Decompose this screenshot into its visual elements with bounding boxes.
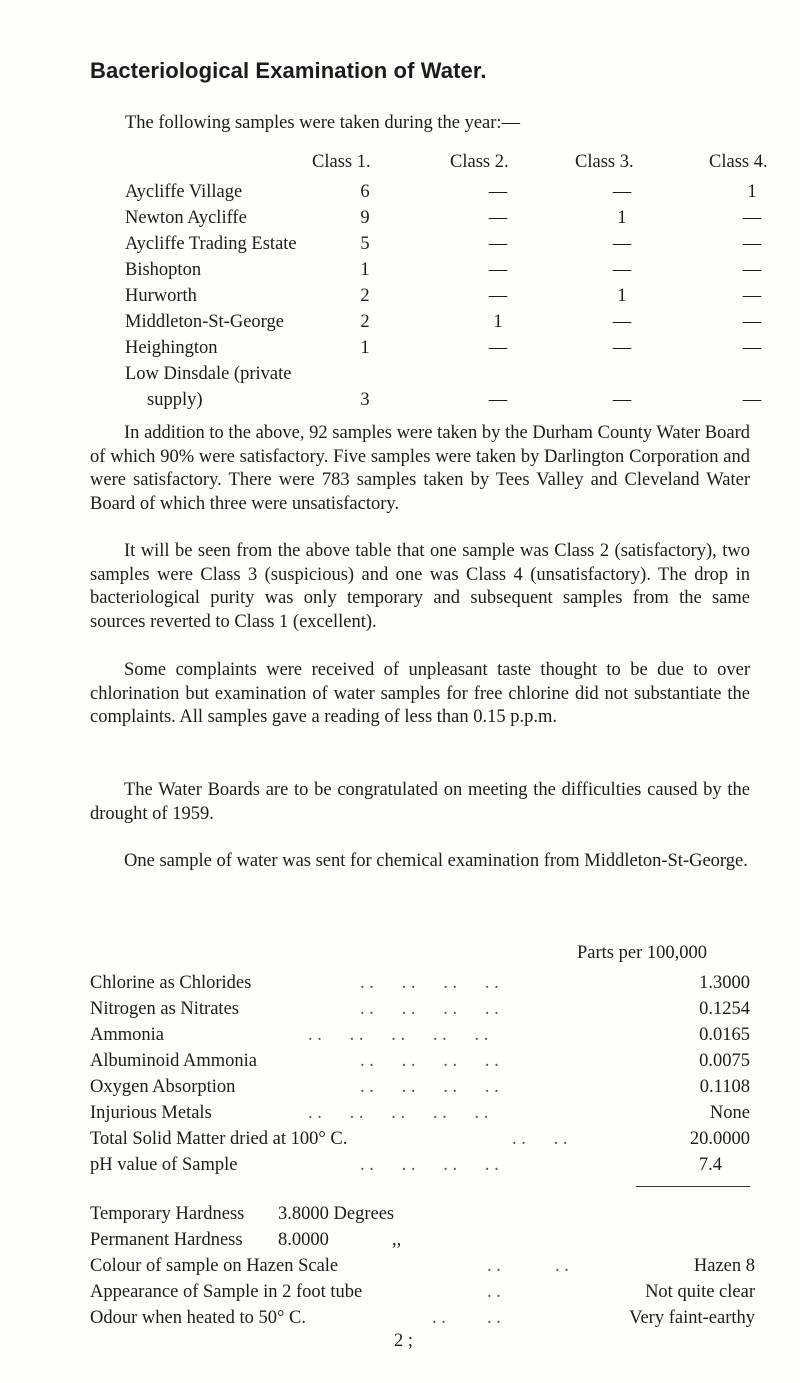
row-class-3: — xyxy=(612,312,632,332)
row-location-continued: supply) xyxy=(147,390,203,410)
row-class-3: — xyxy=(612,338,632,358)
row-class-3: — xyxy=(612,260,632,280)
row-class-2: — xyxy=(488,338,508,358)
row-location: Heighington xyxy=(125,338,218,358)
intro-text: The following samples were taken during the year:— xyxy=(125,113,521,133)
chem-row xyxy=(90,973,750,999)
misc-row xyxy=(90,1308,755,1334)
table-row xyxy=(125,312,765,338)
header-class-1: Class 1. xyxy=(312,152,371,172)
leader-dots: . . . . . . . . xyxy=(360,999,499,1019)
chem-row xyxy=(90,1051,750,1077)
table-row xyxy=(125,338,765,364)
table-row xyxy=(125,234,765,260)
row-class-1: 1 xyxy=(360,338,370,358)
row-class-2: — xyxy=(488,286,508,306)
chem-label: Total Solid Matter dried at 100° C. xyxy=(90,1129,348,1149)
row-class-3: 1 xyxy=(617,208,627,228)
leader-dots: . . . . . . . . . . xyxy=(308,1103,489,1123)
row-class-2: — xyxy=(488,182,508,202)
row-location: Middleton-St-George xyxy=(125,312,284,332)
leader-dots: . . . . . . . . xyxy=(360,973,499,993)
temporary-hardness-label: Temporary Hardness xyxy=(90,1204,245,1224)
table-row xyxy=(125,260,765,286)
chem-row xyxy=(90,1129,750,1155)
row-class-4: — xyxy=(742,286,762,306)
leader-dots: . . . . . . . . . . xyxy=(308,1025,489,1045)
row-class-4: — xyxy=(742,234,762,254)
chem-label: Oxygen Absorption xyxy=(90,1077,236,1097)
page-number: 2 ; xyxy=(394,1331,414,1351)
chem-row xyxy=(90,1155,750,1181)
row-class-2: 1 xyxy=(493,312,503,332)
misc-row xyxy=(90,1204,755,1230)
odour-label: Odour when heated to 50° C. xyxy=(90,1308,306,1328)
paragraph-chemical-intro: One sample of water was sent for chemical examination from Middleton-St-George. xyxy=(124,851,748,871)
row-class-4: — xyxy=(742,390,762,410)
chem-label: Injurious Metals xyxy=(90,1103,212,1123)
temporary-hardness-value: 3.8000 Degrees xyxy=(278,1204,395,1224)
row-class-1: 9 xyxy=(360,208,370,228)
row-class-1: 3 xyxy=(360,390,370,410)
row-location: Low Dinsdale (private xyxy=(125,364,292,384)
chem-label: Chlorine as Chlorides xyxy=(90,973,252,993)
table-row xyxy=(125,208,765,234)
row-class-3: 1 xyxy=(617,286,627,306)
leader-dots: . . xyxy=(487,1282,501,1302)
odour-value: Very faint-earthy xyxy=(629,1308,755,1328)
table-header-row xyxy=(125,152,768,178)
row-class-1: 1 xyxy=(360,260,370,280)
chem-label: pH value of Sample xyxy=(90,1155,238,1175)
chem-value: None xyxy=(709,1103,750,1123)
chem-label: Nitrogen as Nitrates xyxy=(90,999,239,1019)
row-class-1: 6 xyxy=(360,182,370,202)
paragraph-classes: It will be seen from the above table that one sample was Class 2 (satisfactory), two samples were Class 3 (suspicious) and one was Class 4 (unsatisfactory). The drop in bacteriological purity was only temporary and subsequent samples from the same sources reverted to Class 1 (excellent). xyxy=(90,541,750,632)
paragraph-complaints: Some complaints were received of unpleasant taste thought to be due to over chlorination but examination of water samples for free chlorine did not substantiate the complaints. All samples gave a reading of less than 0.15 p.p.m. xyxy=(90,660,750,727)
misc-row xyxy=(90,1230,755,1256)
chem-row xyxy=(90,999,750,1025)
row-class-1: 2 xyxy=(360,312,370,332)
row-class-1: 2 xyxy=(360,286,370,306)
row-class-4: — xyxy=(742,208,762,228)
row-class-4: — xyxy=(742,312,762,332)
header-class-4: Class 4. xyxy=(709,152,768,172)
table-row xyxy=(125,390,765,416)
unit-header: Parts per 100,000 xyxy=(577,943,707,963)
chem-value: 0.0165 xyxy=(699,1025,750,1045)
leader-dots: . . xyxy=(432,1308,446,1328)
row-class-4: — xyxy=(742,338,762,358)
row-class-4: — xyxy=(742,260,762,280)
leader-dots: . . . . . . . . xyxy=(360,1155,499,1175)
row-location: Hurworth xyxy=(125,286,197,306)
row-class-3: — xyxy=(612,182,632,202)
chem-value: 0.1254 xyxy=(699,999,750,1019)
table-row xyxy=(125,286,765,312)
paragraph-durham: In addition to the above, 92 samples were taken by the Durham County Water Board of which 90% were satisfactory. Five samples were taken by Darlington Corporation and were satisfactory. There were 783 samples taken by Tees Valley and Cleveland Water Board of which three were unsatisfactory. xyxy=(90,423,750,514)
row-location: Bishopton xyxy=(125,260,202,280)
row-class-2: — xyxy=(488,234,508,254)
colour-value: Hazen 8 xyxy=(693,1256,755,1276)
permanent-hardness-ditto: ,, xyxy=(392,1230,402,1250)
row-class-2: — xyxy=(488,390,508,410)
row-location: Aycliffe Trading Estate xyxy=(125,234,297,254)
row-class-1: 5 xyxy=(360,234,370,254)
chem-row xyxy=(90,1077,750,1103)
divider-line xyxy=(636,1186,750,1187)
appearance-label: Appearance of Sample in 2 foot tube xyxy=(90,1282,363,1302)
misc-row xyxy=(90,1282,755,1308)
header-class-2: Class 2. xyxy=(450,152,509,172)
row-class-2: — xyxy=(488,260,508,280)
chem-value: 0.0075 xyxy=(699,1051,750,1071)
page-heading: Bacteriological Examination of Water. xyxy=(90,58,487,83)
colour-label: Colour of sample on Hazen Scale xyxy=(90,1256,339,1276)
row-location: Aycliffe Village xyxy=(125,182,243,202)
table-row xyxy=(125,364,765,390)
chem-label: Albuminoid Ammonia xyxy=(90,1051,258,1071)
leader-dots: . . xyxy=(555,1256,569,1276)
header-class-3: Class 3. xyxy=(575,152,634,172)
row-class-2: — xyxy=(488,208,508,228)
chem-row xyxy=(90,1103,750,1129)
paragraph-drought: The Water Boards are to be congratulated on meeting the difficulties caused by the drought of 1959. xyxy=(90,780,750,824)
table-row xyxy=(125,182,765,208)
chem-value: 20.0000 xyxy=(689,1129,750,1149)
leader-dots: . . xyxy=(487,1308,501,1328)
row-class-3: — xyxy=(612,234,632,254)
leader-dots: . . . . . . . . xyxy=(360,1051,499,1071)
leader-dots: . . xyxy=(487,1256,501,1276)
row-class-3: — xyxy=(612,390,632,410)
chem-value: 7.4 xyxy=(698,1155,722,1175)
chem-label: Ammonia xyxy=(90,1025,164,1045)
misc-row xyxy=(90,1256,755,1282)
chem-value: 0.1108 xyxy=(699,1077,750,1097)
permanent-hardness-label: Permanent Hardness xyxy=(90,1230,243,1250)
appearance-value: Not quite clear xyxy=(645,1282,755,1302)
row-location: Newton Aycliffe xyxy=(125,208,247,228)
chem-value: 1.3000 xyxy=(699,973,750,993)
row-class-4: 1 xyxy=(747,182,757,202)
chem-row xyxy=(90,1025,750,1051)
leader-dots: . . . . xyxy=(512,1129,568,1149)
leader-dots: . . . . . . . . xyxy=(360,1077,499,1097)
permanent-hardness-value: 8.0000 xyxy=(278,1230,329,1250)
